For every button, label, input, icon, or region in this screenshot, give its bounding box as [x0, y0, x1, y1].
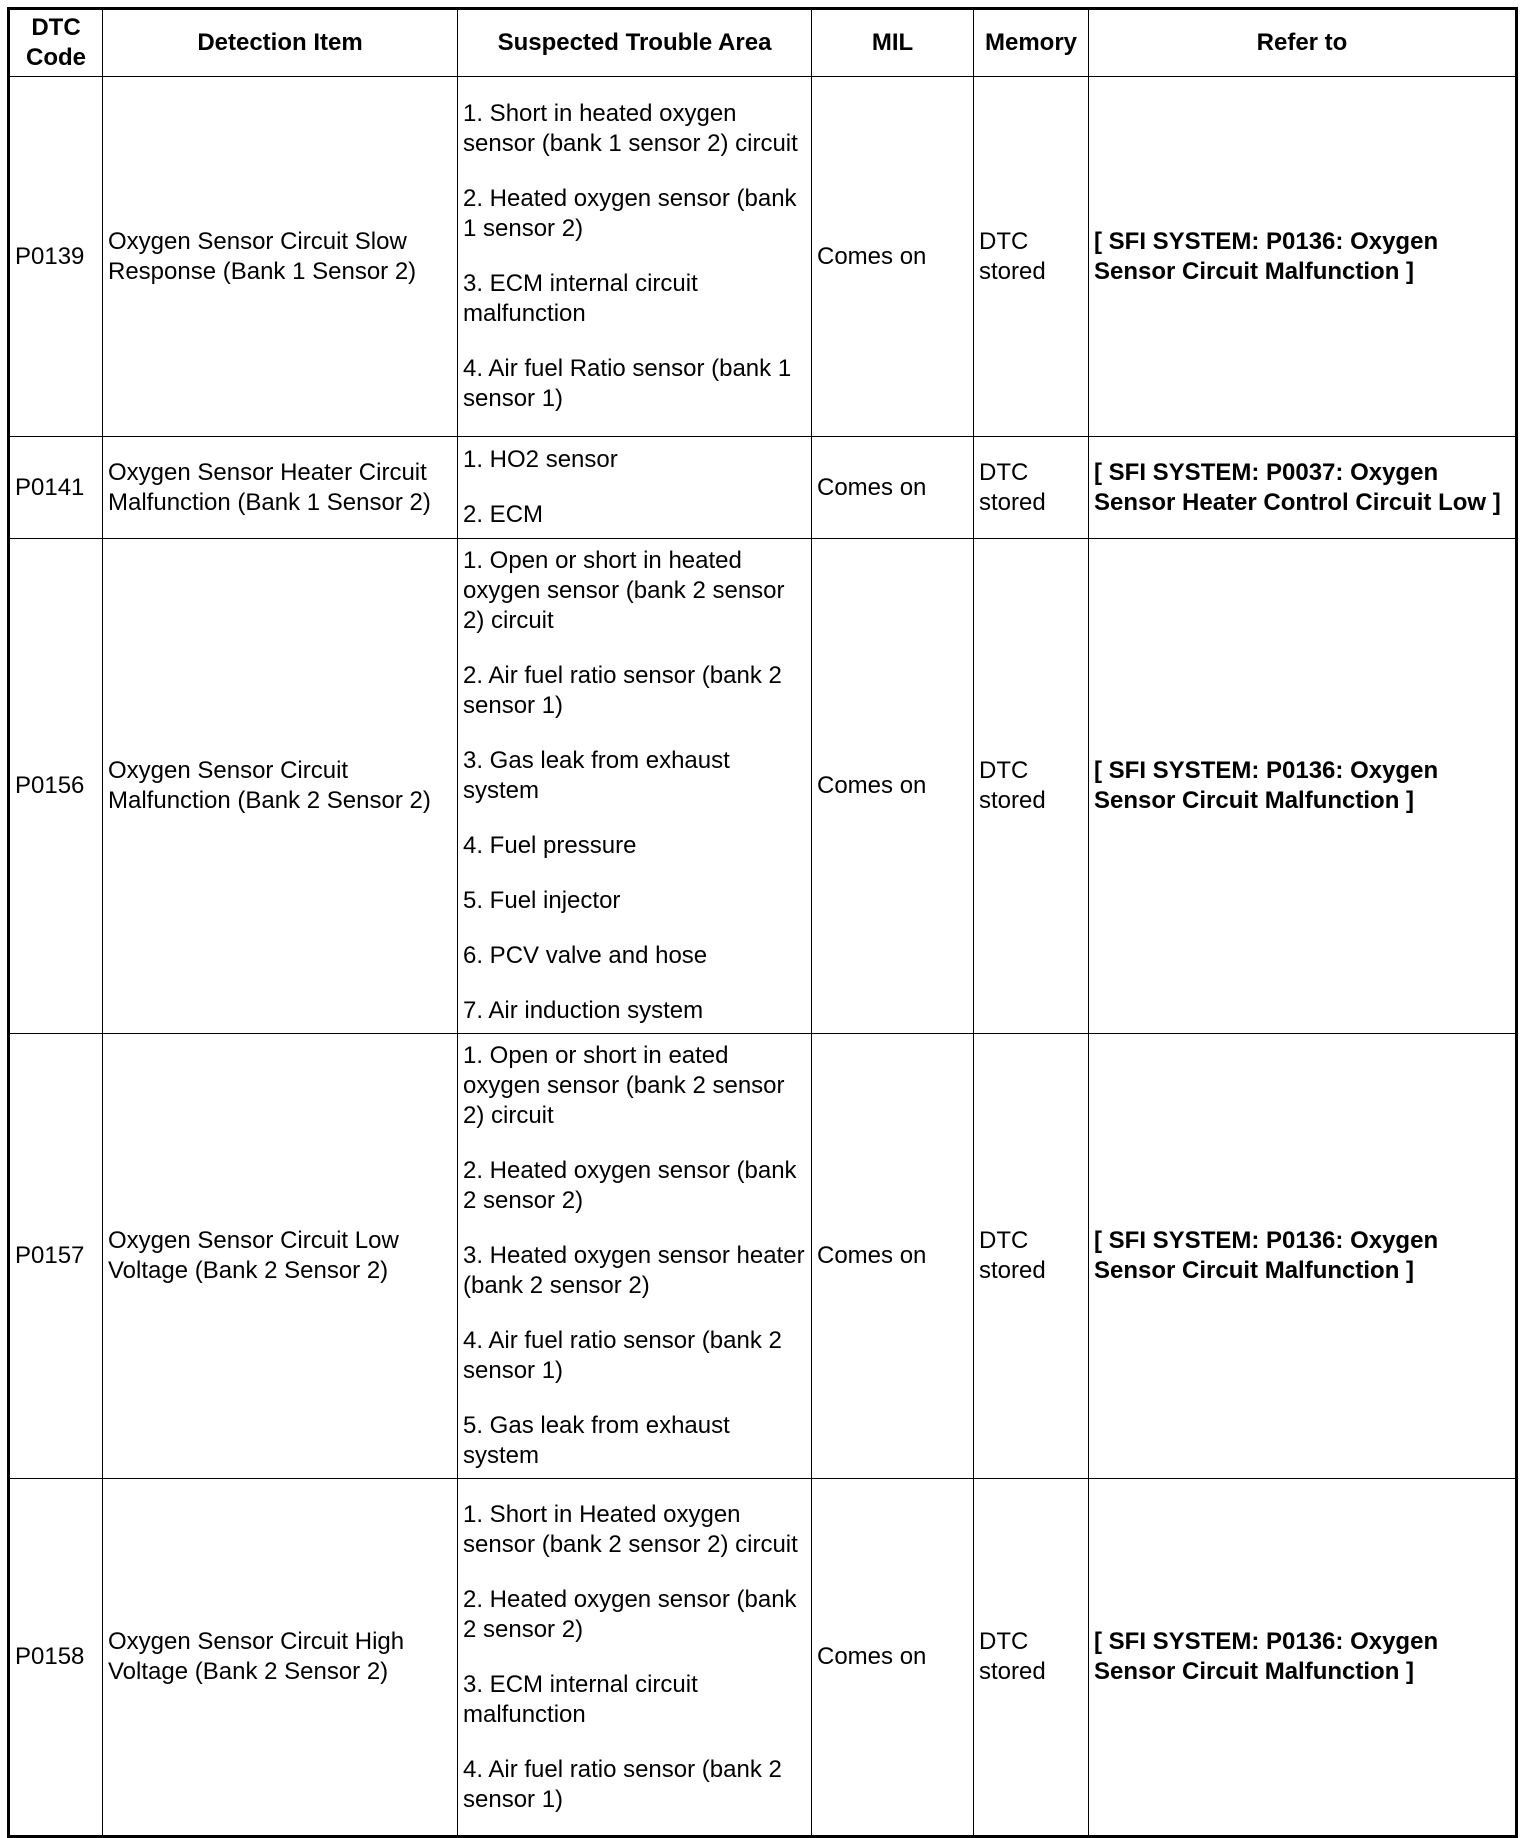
suspected-area-item: 3. Gas leak from exhaust system: [463, 747, 730, 804]
suspected-area-item: 3. Heated oxygen sensor heater (bank 2 sensor 2): [463, 1242, 805, 1299]
dtc-code-cell: P0141: [9, 437, 103, 539]
dtc-code-cell: P0156: [9, 539, 103, 1034]
suspected-area-item: 1. HO2 sensor: [463, 446, 618, 473]
memory-cell: DTC stored: [974, 1479, 1089, 1837]
suspected-area-list: [463, 1500, 806, 1815]
suspected-area-list: [463, 445, 806, 530]
dtc-code-cell: P0157: [9, 1034, 103, 1479]
refer-to-cell: [ SFI SYSTEM: P0037: Oxygen Sensor Heater Control Circuit Low ]: [1089, 437, 1517, 539]
suspected-area-item: 1. Short in Heated oxygen sensor (bank 2 sensor 2) circuit: [463, 1500, 798, 1558]
header-memory: Memory: [974, 9, 1089, 77]
suspected-area-item: 6. PCV valve and hose: [463, 942, 708, 969]
memory-cell: DTC stored: [974, 1034, 1089, 1479]
header-refer-to: Refer to: [1089, 9, 1517, 77]
mil-cell: Comes on: [812, 1034, 974, 1479]
suspected-area-item: 5. Gas leak from exhaust system: [463, 1412, 730, 1469]
suspected-area-item: 4. Fuel pressure: [463, 832, 637, 859]
suspected-area-item: 2. Heated oxygen sensor (bank 2 sensor 2): [463, 1157, 797, 1214]
header-mil: MIL: [812, 9, 974, 77]
mil-cell: Comes on: [812, 77, 974, 437]
suspected-area-item: 2. Air fuel ratio sensor (bank 2 sensor 1): [463, 662, 782, 719]
suspected-area-item: 1. Open or short in eated oxygen sensor (bank 2 sensor 2) circuit: [463, 1042, 785, 1129]
memory-cell: DTC stored: [974, 539, 1089, 1034]
suspected-area-item: 2. Heated oxygen sensor (bank 1 sensor 2): [463, 185, 797, 242]
detection-item-cell: Oxygen Sensor Circuit Malfunction (Bank 2 Sensor 2): [103, 539, 458, 1034]
refer-to-cell: [ SFI SYSTEM: P0136: Oxygen Sensor Circuit Malfunction ]: [1089, 77, 1517, 437]
suspected-area-item: 1. Open or short in heated oxygen sensor (bank 2 sensor 2) circuit: [463, 547, 785, 634]
suspected-area-list: [463, 546, 806, 1026]
memory-cell: DTC stored: [974, 437, 1089, 539]
mil-cell: Comes on: [812, 437, 974, 539]
header-dtc-code: DTC Code: [9, 9, 103, 77]
table-row: [9, 539, 1517, 1034]
dtc-table: [7, 7, 1518, 1838]
header-suspected-trouble-area: Suspected Trouble Area: [458, 9, 812, 77]
suspected-area-item: 4. Air fuel Ratio sensor (bank 1 sensor 1): [463, 355, 792, 412]
table-row: [9, 437, 1517, 539]
header-row: [9, 9, 1517, 77]
header-detection-item: Detection Item: [103, 9, 458, 77]
suspected-area-item: 4. Air fuel ratio sensor (bank 2 sensor 1): [463, 1327, 782, 1384]
suspected-area-list: [463, 99, 806, 414]
refer-to-cell: [ SFI SYSTEM: P0136: Oxygen Sensor Circuit Malfunction ]: [1089, 1034, 1517, 1479]
suspected-area-item: 7. Air induction system: [463, 997, 704, 1024]
suspected-area-cell: [458, 437, 812, 539]
detection-item-cell: Oxygen Sensor Circuit Low Voltage (Bank 2 Sensor 2): [103, 1034, 458, 1479]
suspected-area-item: 3. ECM internal circuit malfunction: [463, 270, 698, 327]
table-row: [9, 77, 1517, 437]
detection-item-cell: Oxygen Sensor Heater Circuit Malfunction (Bank 1 Sensor 2): [103, 437, 458, 539]
detection-item-cell: Oxygen Sensor Circuit Slow Response (Bank 1 Sensor 2): [103, 77, 458, 437]
detection-item-cell: Oxygen Sensor Circuit High Voltage (Bank 2 Sensor 2): [103, 1479, 458, 1837]
dtc-code-cell: P0158: [9, 1479, 103, 1837]
suspected-area-item: 1. Short in heated oxygen sensor (bank 1 sensor 2) circuit: [463, 100, 798, 157]
dtc-code-cell: P0139: [9, 77, 103, 437]
mil-cell: Comes on: [812, 1479, 974, 1837]
mil-cell: Comes on: [812, 539, 974, 1034]
refer-to-cell: [ SFI SYSTEM: P0136: Oxygen Sensor Circuit Malfunction ]: [1089, 539, 1517, 1034]
suspected-area-item: 5. Fuel injector: [463, 887, 621, 914]
suspected-area-cell: [458, 1034, 812, 1479]
suspected-area-cell: [458, 539, 812, 1034]
suspected-area-list: [463, 1041, 806, 1471]
refer-to-cell: [ SFI SYSTEM: P0136: Oxygen Sensor Circuit Malfunction ]: [1089, 1479, 1517, 1837]
suspected-area-cell: [458, 1479, 812, 1837]
suspected-area-item: 2. ECM: [463, 501, 544, 528]
suspected-area-item: 2. Heated oxygen sensor (bank 2 sensor 2): [463, 1585, 797, 1643]
suspected-area-cell: [458, 77, 812, 437]
suspected-area-item: 3. ECM internal circuit malfunction: [463, 1670, 698, 1728]
memory-cell: DTC stored: [974, 77, 1089, 437]
table-row: [9, 1479, 1517, 1837]
suspected-area-item: 4. Air fuel ratio sensor (bank 2 sensor 1): [463, 1755, 782, 1813]
table-row: [9, 1034, 1517, 1479]
